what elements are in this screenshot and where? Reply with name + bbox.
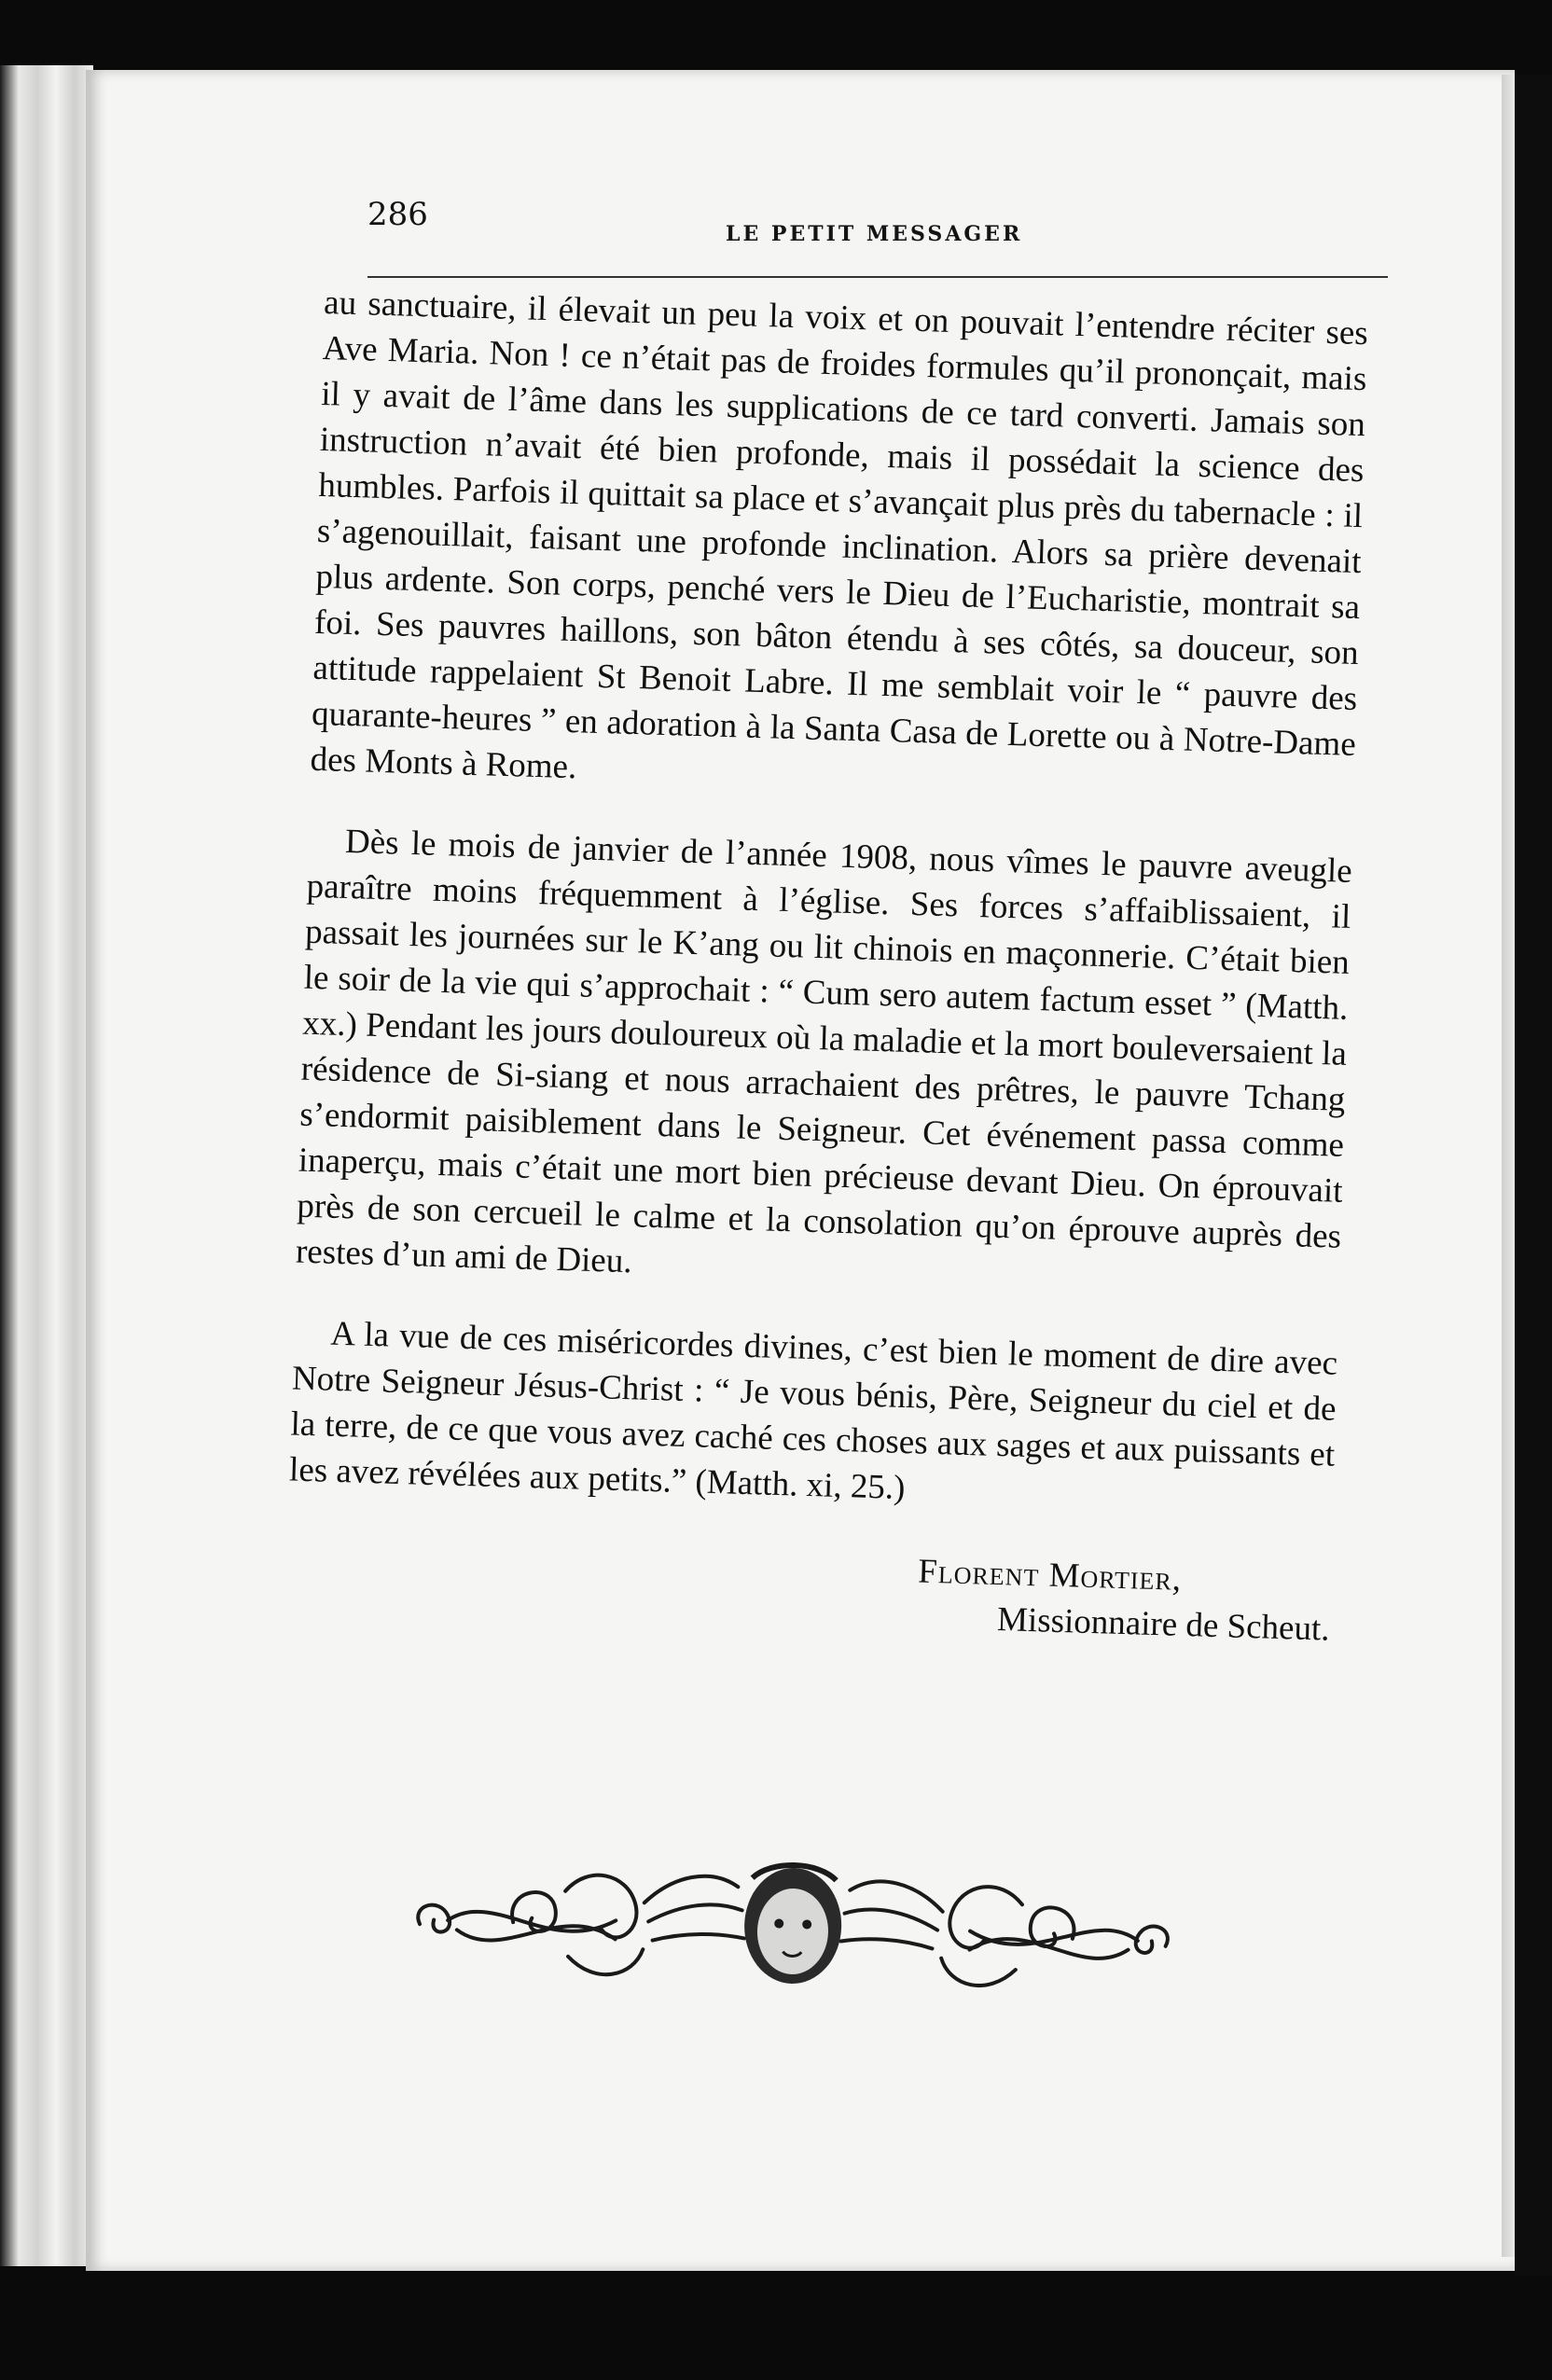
scan-background-right xyxy=(1515,75,1552,2276)
author-role: Missionnaire de Scheut. xyxy=(996,1600,1331,1649)
paragraph-1: au sanctuaire, il élevait un peu la voix et on pouvait l’entendre réciter ses Ave Maria. Non ! ce n’était pas de froides formules qu’il prononçait, mais il y avait de l’âme dans les supplications de ce tard converti. Jamais son instruction n’avait été bien profonde, mais il possédait la science des humbles. Parfois il quittait sa place et s’avançait plus près du tabernacle : il s’agenouillait, faisant une profonde inclination. Alors sa prière devenait plus ardente. Son corps, penché vers le Dieu de l’Eucharistie, montrait sa foi. Ses pauvres haillons, son bâton étendu à ses côtés, sa douceur, son attitude rappelaient St Benoit Labre. Il me semblait voir le “ pauvre des quarante-heures ” en adoration à la Santa Casa de Lorette ou à Notre-Dame des Monts à Rome. xyxy=(310,283,1369,787)
header-rule xyxy=(367,276,1388,278)
paragraph-3: A la vue de ces miséricordes divines, c’est bien le moment de dire avec Notre Seigneur Jésus-Christ : “ Je vous bénis, Père, Seigneur du ciel et de la terre, de ce que vous avez caché ces choses aux sages et aux puissants et les avez révélées aux petits.” (Matth. xi, 25.) xyxy=(288,1314,1338,1508)
author-name: Florent Mortier, xyxy=(917,1552,1183,1598)
page-number: 286 xyxy=(367,196,428,233)
cherub-scroll-ornament-icon xyxy=(398,1831,1186,2031)
running-title: LE PETIT MESSAGER xyxy=(726,222,1023,246)
book-page-edges xyxy=(0,65,93,2266)
body-text xyxy=(284,280,1368,1653)
paragraph-2: Dès le mois de janvier de l’année 1908, nous vîmes le pauvre aveugle paraître moins fréquemment à l’église. Ses forces s’affaiblissaient, il passait les journées sur le K’ang ou lit chinois en maçonnerie. C’était bien le soir de la vie qui s’approchait : “ Cum sero autem factum esset ” (Matth. xx.) Pendant les jours douloureux où la maladie et la mort bouleversaient la résidence de Si-siang et nous arrachaient des prêtres, le pauvre Tchang s’endormit paisiblement dans le Seigneur. Cet événement passa comme inaperçu, mais c’était une mort bien précieuse devant Dieu. On éprouvait près de son cercueil le calme et la consolation qu’on éprouve auprès des restes d’un ami de Dieu. xyxy=(295,822,1353,1281)
